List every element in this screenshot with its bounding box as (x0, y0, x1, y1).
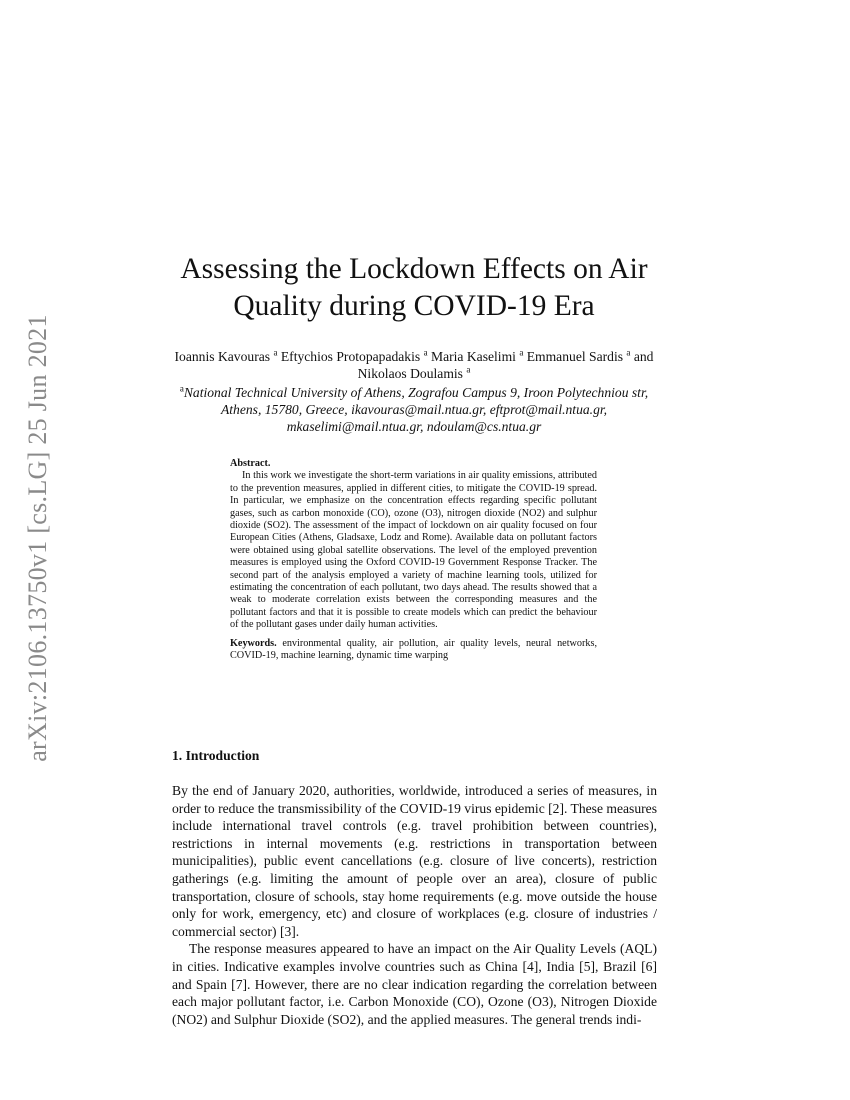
affiliation-mark: a (273, 347, 278, 358)
abstract-text: In this work we investigate the short-term variations in air quality emissions, attributed to the prevention measures, applied in different cities, to mitigate the COVID-19 spread. In particular, we emphasize on the concentration effects regarding specific pollutant gases, such as carbon monoxide (CO), ozone (O3), nitrogen dioxide (NO2) and sulphur dioxide (SO2). The assessment of the impact of lockdown on air quality focused on four European Cities (Athens, Gladsaxe, Lodz and Rome). Available data on pollutant factors were obtained using global satellite observations. The level of the employed prevention measures is employed using the Oxford COVID-19 Government Response Tracker. The second part of the analysis employed a variety of machine learning tools, utilized for estimating the concentration of each pollutant, two days ahead. The results showed that a weak to moderate correlation exists between the corresponding measures and the pollutant factors and that it is possible to create models which can predict the behaviour of the pollutant gases under daily human activities. (230, 470, 597, 631)
author-name: Nikolaos Doulamis (357, 366, 463, 381)
abstract-heading: Abstract. (230, 458, 271, 469)
affiliation-mark: a (626, 347, 631, 358)
keywords-label: Keywords. (230, 637, 277, 649)
author-name: Emmanuel Sardis (526, 349, 624, 364)
paper-title (150, 251, 678, 325)
section-heading: 1. Introduction (172, 748, 260, 763)
paragraph: The response measures appeared to have an impact on the Air Quality Levels (AQL) in cities. Indicative examples involve countries such as China [4], India [5], Brazil [6] and Spain [7]. However, there are no clear indication regarding the correlation between each major pollutant factor, i.e. Carbon Monoxide (CO), Ozone (O3), Nitrogen Dioxide (NO2) and Sulphur Dioxide (SO2), and the applied measures. The general trends indi- (172, 941, 657, 1027)
affiliation-mark: a (423, 347, 428, 358)
keywords (230, 638, 597, 663)
affiliation-mark: a (519, 347, 524, 358)
affiliation-mark: a (179, 383, 184, 394)
abstract-block (230, 458, 597, 663)
affiliation (160, 384, 668, 435)
author-name: Ioannis Kavouras (174, 349, 271, 364)
affiliation-text: National Technical University of Athens, Zografou Campus 9, Iroon Polytechniou str, Athens, 15780, Greece, ikavouras@mail.ntua.gr, eftprot@mail.ntua.gr, mkaselimi@mail.ntua.gr, ndoulam@cs.ntua.gr (183, 385, 649, 434)
paragraph: By the end of January 2020, authorities, worldwide, introduced a series of measures, in order to reduce the transmissibility of the COVID-19 virus epidemic [2]. These measures include international travel controls (e.g. travel prohibition between countries), restrictions in internal movements (e.g. restrictions in transportation between municipalities), public event cancellations (e.g. closure of live concerts), restriction gatherings (e.g. limiting the amount of people over an area), closure of public transportation, closure of schools, stay home requirements (e.g. move outside the house only for work, emergency, etc) and closure of workplaces (e.g. closure of industries / commercial sector) [3]. (172, 783, 657, 939)
body-text (172, 782, 657, 1028)
and-word: and (633, 349, 654, 364)
title-line-1: Assessing the Lockdown Effects on Air (180, 253, 648, 285)
arxiv-identifier: arXiv:2106.13750v1 [cs.LG] 25 Jun 2021 (23, 313, 52, 762)
title-line-2: Quality during COVID-19 Era (233, 290, 595, 322)
author-list (150, 348, 678, 382)
arxiv-stamp (8, 300, 68, 775)
author-name: Eftychios Protopapadakis (280, 349, 421, 364)
affiliation-mark: a (466, 364, 471, 375)
author-name: Maria Kaselimi (430, 349, 516, 364)
keywords-text: environmental quality, air pollution, air quality levels, neural networks, COVID-19, machine learning, dynamic time warping (230, 637, 597, 662)
